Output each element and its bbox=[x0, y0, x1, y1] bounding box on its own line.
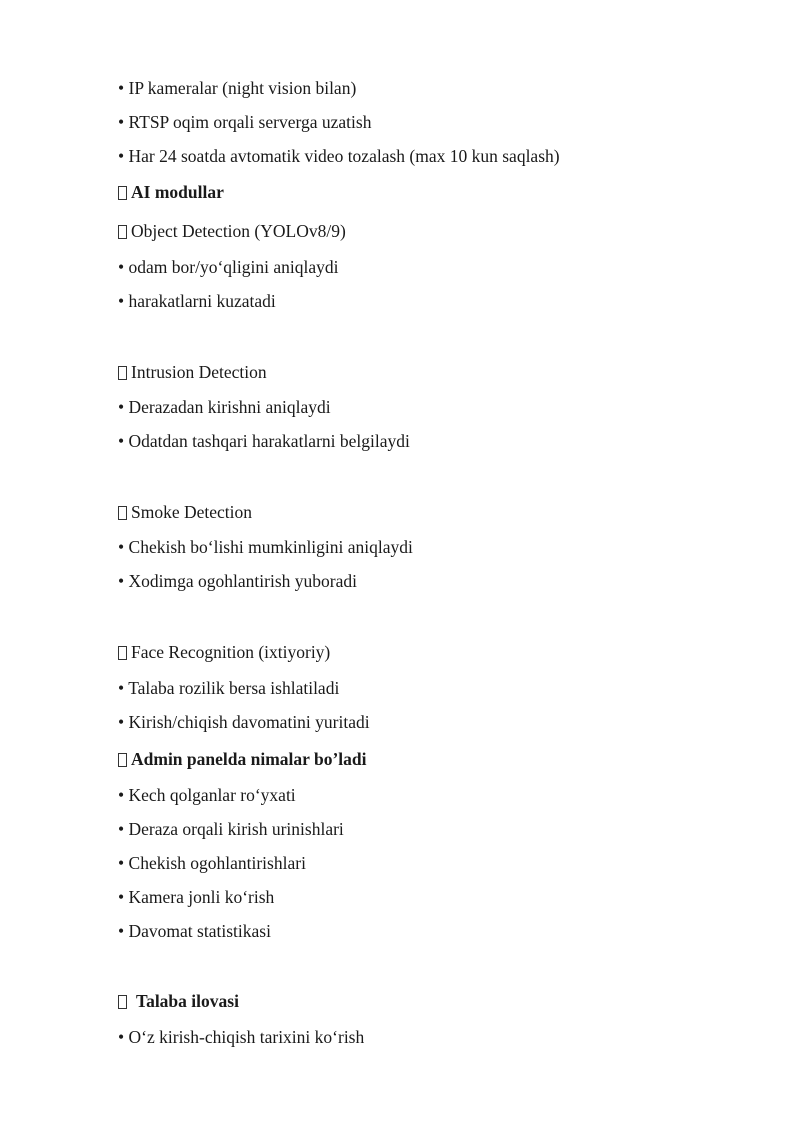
bullet-text: Kech qolganlar ro‘yxati bbox=[128, 785, 296, 805]
bullet-text: Kamera jonli ko‘rish bbox=[128, 887, 275, 907]
subsection-text: Smoke Detection bbox=[131, 502, 253, 522]
bullet-text: Har 24 soatda avtomatik video tozalash (max 10 kun saqlash) bbox=[128, 146, 560, 166]
bullet-marker: • bbox=[118, 571, 129, 591]
bullet-text: Xodimga ogohlantirish yuboradi bbox=[128, 571, 357, 591]
bullet-text: harakatlarni kuzatadi bbox=[128, 291, 276, 311]
section-heading-ai-modules bbox=[118, 182, 224, 202]
section-heading-admin-panel bbox=[118, 749, 367, 769]
bullet-text: RTSP oqim orqali serverga uzatish bbox=[128, 112, 372, 132]
bullet-item bbox=[118, 291, 276, 311]
bullet-marker: • bbox=[118, 112, 129, 132]
bullet-item bbox=[118, 257, 338, 277]
subsection-heading bbox=[118, 221, 346, 241]
bullet-item bbox=[118, 819, 344, 839]
bullet-marker: • bbox=[118, 785, 129, 805]
bullet-item bbox=[118, 431, 410, 451]
bullet-marker: • bbox=[118, 712, 129, 732]
subsection-heading bbox=[118, 642, 330, 662]
bullet-item bbox=[118, 112, 371, 132]
bullet-item bbox=[118, 571, 357, 591]
bullet-text: Kirish/chiqish davomatini yuritadi bbox=[128, 712, 370, 732]
bullet-item bbox=[118, 712, 370, 732]
subsection-text: Object Detection (YOLOv8/9) bbox=[131, 221, 346, 241]
bullet-marker: • bbox=[118, 819, 129, 839]
bullet-text: Odatdan tashqari harakatlarni belgilaydi bbox=[128, 431, 410, 451]
missing-glyph-icon bbox=[118, 753, 127, 767]
bullet-marker: • bbox=[118, 1027, 129, 1047]
missing-glyph-icon bbox=[118, 646, 127, 660]
missing-glyph-icon bbox=[118, 506, 127, 520]
bullet-marker: • bbox=[118, 431, 129, 451]
missing-glyph-icon bbox=[118, 225, 127, 239]
bullet-marker: • bbox=[118, 853, 129, 873]
bullet-item bbox=[118, 678, 339, 698]
bullet-marker: • bbox=[118, 397, 129, 417]
subsection-heading bbox=[118, 502, 252, 522]
missing-glyph-icon bbox=[118, 995, 127, 1009]
bullet-item bbox=[118, 921, 271, 941]
section-heading-student-app bbox=[118, 991, 239, 1011]
bullet-text: O‘z kirish-chiqish tarixini ko‘rish bbox=[128, 1027, 365, 1047]
bullet-marker: • bbox=[118, 887, 129, 907]
bullet-marker: • bbox=[118, 257, 129, 277]
bullet-marker: • bbox=[118, 678, 129, 698]
bullet-marker: • bbox=[118, 537, 129, 557]
missing-glyph-icon bbox=[118, 366, 127, 380]
heading-text: Admin panelda nimalar bo’ladi bbox=[131, 749, 367, 769]
bullet-marker: • bbox=[118, 78, 129, 98]
bullet-marker: • bbox=[118, 921, 129, 941]
subsection-heading bbox=[118, 362, 267, 382]
bullet-text: Deraza orqali kirish urinishlari bbox=[128, 819, 344, 839]
bullet-text: odam bor/yo‘qligini aniqlaydi bbox=[128, 257, 339, 277]
bullet-text: Chekish ogohlantirishlari bbox=[128, 853, 306, 873]
subsection-text: Face Recognition (ixtiyoriy) bbox=[131, 642, 331, 662]
subsection-text: Intrusion Detection bbox=[131, 362, 267, 382]
bullet-text: Derazadan kirishni aniqlaydi bbox=[128, 397, 331, 417]
bullet-item bbox=[118, 146, 560, 166]
bullet-text: Chekish bo‘lishi mumkinligini aniqlaydi bbox=[128, 537, 413, 557]
missing-glyph-icon bbox=[118, 186, 127, 200]
bullet-marker: • bbox=[118, 146, 129, 166]
bullet-item bbox=[118, 887, 274, 907]
bullet-item bbox=[118, 853, 306, 873]
bullet-text: Talaba rozilik bersa ishlatiladi bbox=[128, 678, 340, 698]
bullet-marker: • bbox=[118, 291, 129, 311]
bullet-item bbox=[118, 537, 413, 557]
heading-text: Talaba ilovasi bbox=[136, 991, 239, 1011]
bullet-text: Davomat statistikasi bbox=[128, 921, 271, 941]
bullet-item bbox=[118, 397, 331, 417]
bullet-text: IP kameralar (night vision bilan) bbox=[128, 78, 357, 98]
bullet-item bbox=[118, 785, 296, 805]
bullet-item bbox=[118, 1027, 364, 1047]
bullet-item bbox=[118, 78, 356, 98]
heading-text: AI modullar bbox=[131, 182, 224, 202]
